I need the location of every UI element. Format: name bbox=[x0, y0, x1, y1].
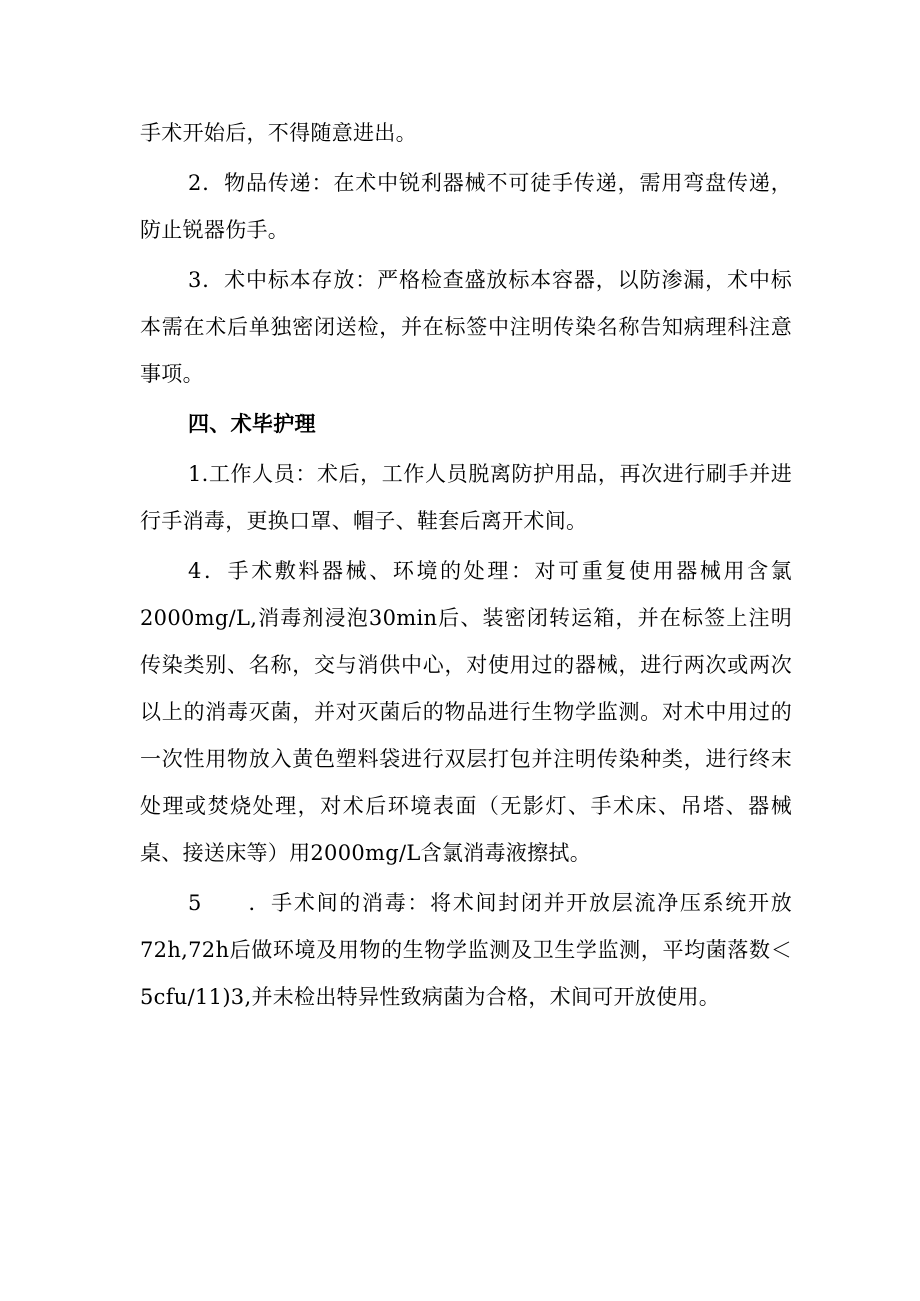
paragraph-item-specimen: 3．术中标本存放：严格检查盛放标本容器，以防渗漏，术中标本需在术后单独密闭送检，并在标签中注明传染名称告知病理科注意事项。 bbox=[140, 268, 792, 386]
paragraph-item-disinfection: 5 ．手术间的消毒：将术间封闭并开放层流净压系统开放72h,72h后做环境及用物的生物学监测及卫生学监测，平均菌落数＜5cfu∕11)3,并未检出特异性致病菌为合格，术间可开放使用。 bbox=[140, 891, 792, 1009]
paragraph-item-transfer: 2．物品传递：在术中锐利器械不可徒手传递，需用弯盘传递，防止锐器伤手。 bbox=[140, 171, 792, 242]
section-heading: 四、术毕护理 bbox=[188, 412, 316, 436]
document-body bbox=[140, 110, 792, 1024]
paragraph-continuation: 手术开始后，不得随意进出。 bbox=[140, 121, 417, 145]
paragraph-item-dressing: 4．手术敷料器械、环境的处理：对可重复使用器械用含氯2000mg∕L,消毒剂浸泡30min后、装密闭转运箱，并在标签上注明传染类别、名称，交与消供中心，对使用过的器械，进行两次或两次以上的消毒灭菌，并对灭菌后的物品进行生物学监测。对术中用过的一次性用物放入黄色塑料袋进行双层打包并注明传染种类，进行终末处理或焚烧处理，对术后环境表面（无影灯、手术床、吊塔、器械桌、接送床等）用2000mg∕L含氯消毒液擦拭。 bbox=[140, 559, 792, 865]
paragraph-item-staff: 1.工作人员：术后，工作人员脱离防护用品，再次进行刷手并进行手消毒，更换口罩、帽子、鞋套后离开术间。 bbox=[140, 462, 792, 533]
